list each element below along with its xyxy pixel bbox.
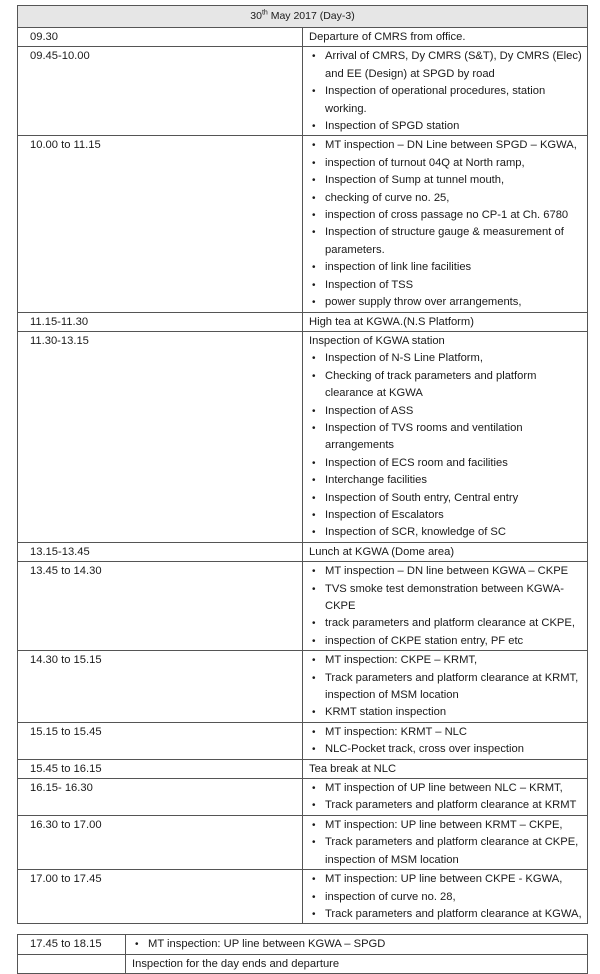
activity-item: • MT inspection: CKPE – KRMT,	[325, 652, 583, 669]
schedule-row	[18, 870, 588, 924]
schedule-row	[18, 28, 588, 47]
time-cell: 15.45 to 16.15	[18, 759, 303, 778]
schedule-row	[18, 47, 588, 136]
schedule-row	[18, 935, 588, 954]
schedule-rows	[18, 28, 588, 924]
activity-cell	[303, 779, 588, 816]
activity-item: • Inspection of structure gauge & measurement of parameters.	[325, 224, 583, 259]
day-header-row	[18, 6, 588, 28]
time-cell: 10.00 to 11.15	[18, 136, 303, 312]
day-header	[18, 6, 588, 28]
activity-lead: Inspection of KGWA station	[309, 334, 445, 347]
activity-item: • inspection of link line facilities	[325, 259, 583, 276]
activity-cell	[303, 815, 588, 869]
time-cell: 13.15-13.45	[18, 542, 303, 561]
time-cell: 17.45 to 18.15	[18, 935, 126, 954]
activity-item: • Inspection of Sump at tunnel mouth,	[325, 172, 583, 189]
activity-cell	[303, 651, 588, 723]
activity-item: • Inspection of South entry, Central entry	[325, 490, 583, 507]
activity-item: • checking of curve no. 25,	[325, 190, 583, 207]
activity-list	[309, 563, 583, 650]
activity-list	[309, 137, 583, 311]
activity-item: • power supply throw over arrangements,	[325, 294, 583, 311]
activity-list	[132, 936, 583, 953]
activity-item: • MT inspection: KRMT – NLC	[325, 724, 583, 741]
activity-item: • MT inspection: UP line between KGWA – SPGD	[148, 936, 583, 953]
activity-item: • Inspection of Escalators	[325, 507, 583, 524]
time-cell: 11.15-11.30	[18, 312, 303, 331]
activity-item: • MT inspection: UP line between KRMT – CKPE,	[325, 817, 583, 834]
activity-item: • Track parameters and platform clearance at KRMT	[325, 797, 583, 814]
time-cell: 15.15 to 15.45	[18, 722, 303, 759]
activity-text: High tea at KGWA.(N.S Platform)	[309, 315, 474, 328]
time-cell: 16.15- 16.30	[18, 779, 303, 816]
activity-list	[309, 871, 583, 923]
schedule-row	[18, 651, 588, 723]
activity-text: Departure of CMRS from office.	[309, 31, 466, 43]
activity-item: • Arrival of CMRS, Dy CMRS (S&T), Dy CMRS (Elec) and EE (Design) at SPGD by road	[325, 48, 583, 83]
activity-item: • Track parameters and platform clearance at KRMT, inspection of MSM location	[325, 670, 583, 705]
activity-item: • Inspection of SCR, knowledge of SC	[325, 524, 583, 541]
activity-item: • MT inspection – DN Line between SPGD – KGWA,	[325, 137, 583, 154]
schedule-row	[18, 722, 588, 759]
schedule-row	[18, 331, 588, 542]
time-cell: 13.45 to 14.30	[18, 562, 303, 651]
activity-item: • Track parameters and platform clearance at KGWA,	[325, 906, 583, 923]
time-cell: 17.00 to 17.45	[18, 870, 303, 924]
activity-list	[309, 652, 583, 722]
activity-item: • inspection of curve no. 28,	[325, 889, 583, 906]
activity-item: • inspection of turnout 04Q at North ramp,	[325, 155, 583, 172]
activity-item: • MT inspection of UP line between NLC – KRMT,	[325, 780, 583, 797]
activity-text: Inspection for the day ends and departure	[132, 957, 340, 970]
activity-item: • Interchange facilities	[325, 472, 583, 489]
activity-item: • inspection of cross passage no CP-1 at Ch. 6780	[325, 207, 583, 224]
activity-item: • KRMT station inspection	[325, 704, 583, 721]
activity-cell	[126, 935, 588, 954]
activity-item: • Inspection of TSS	[325, 277, 583, 294]
activity-list	[309, 48, 583, 135]
time-cell	[18, 954, 126, 973]
date-suffix: th	[261, 9, 268, 17]
activity-item: • MT inspection: UP line between CKPE - KGWA,	[325, 871, 583, 888]
schedule-row	[18, 542, 588, 561]
time-cell: 11.30-13.15	[18, 331, 303, 542]
schedule-row	[18, 136, 588, 312]
date-day: 30	[250, 10, 262, 22]
activity-list	[309, 817, 583, 869]
activity-item: • Inspection of ECS room and facilities	[325, 455, 583, 472]
schedule-row	[18, 562, 588, 651]
activity-cell	[303, 562, 588, 651]
activity-cell	[303, 47, 588, 136]
activity-cell	[303, 722, 588, 759]
activity-cell	[303, 542, 588, 561]
activity-item: • track parameters and platform clearance at CKPE,	[325, 615, 583, 632]
time-cell: 16.30 to 17.00	[18, 815, 303, 869]
activity-text: Tea break at NLC	[309, 762, 397, 775]
time-cell: 09.45-10.00	[18, 47, 303, 136]
activity-list	[309, 350, 583, 541]
schedule-row	[18, 954, 588, 973]
activity-cell	[303, 759, 588, 778]
activity-item: • Inspection of ASS	[325, 403, 583, 420]
activity-item: • Inspection of operational procedures, station working.	[325, 83, 583, 118]
activity-item: • Inspection of SPGD station	[325, 118, 583, 135]
time-cell: 09.30	[18, 28, 303, 47]
time-cell: 14.30 to 15.15	[18, 651, 303, 723]
activity-list	[309, 724, 583, 759]
activity-item: • Inspection of TVS rooms and ventilation arrangements	[325, 420, 583, 455]
activity-item: • inspection of CKPE station entry, PF etc	[325, 633, 583, 650]
activity-item: • TVS smoke test demonstration between KGWA-CKPE	[325, 581, 583, 616]
activity-cell	[303, 312, 588, 331]
schedule-row	[18, 779, 588, 816]
activity-item: • NLC-Pocket track, cross over inspection	[325, 741, 583, 758]
activity-text: Lunch at KGWA (Dome area)	[309, 545, 455, 558]
schedule-sheet	[17, 5, 588, 974]
schedule-rows-continued	[18, 935, 588, 974]
activity-cell	[303, 28, 588, 47]
activity-item: • Inspection of N-S Line Platform,	[325, 350, 583, 367]
date-rest: May 2017 (Day-3)	[267, 10, 355, 22]
activity-cell	[303, 136, 588, 312]
schedule-row	[18, 312, 588, 331]
activity-cell	[126, 954, 588, 973]
schedule-row	[18, 815, 588, 869]
schedule-table	[17, 5, 588, 924]
activity-item: • Checking of track parameters and platform clearance at KGWA	[325, 368, 583, 403]
activity-item: • MT inspection – DN line between KGWA – CKPE	[325, 563, 583, 580]
activity-cell	[303, 331, 588, 542]
table-gap	[17, 924, 588, 934]
schedule-table-continued	[17, 934, 588, 974]
schedule-row	[18, 759, 588, 778]
activity-item: • Track parameters and platform clearance at CKPE, inspection of MSM location	[325, 834, 583, 869]
activity-cell	[303, 870, 588, 924]
activity-list	[309, 780, 583, 815]
